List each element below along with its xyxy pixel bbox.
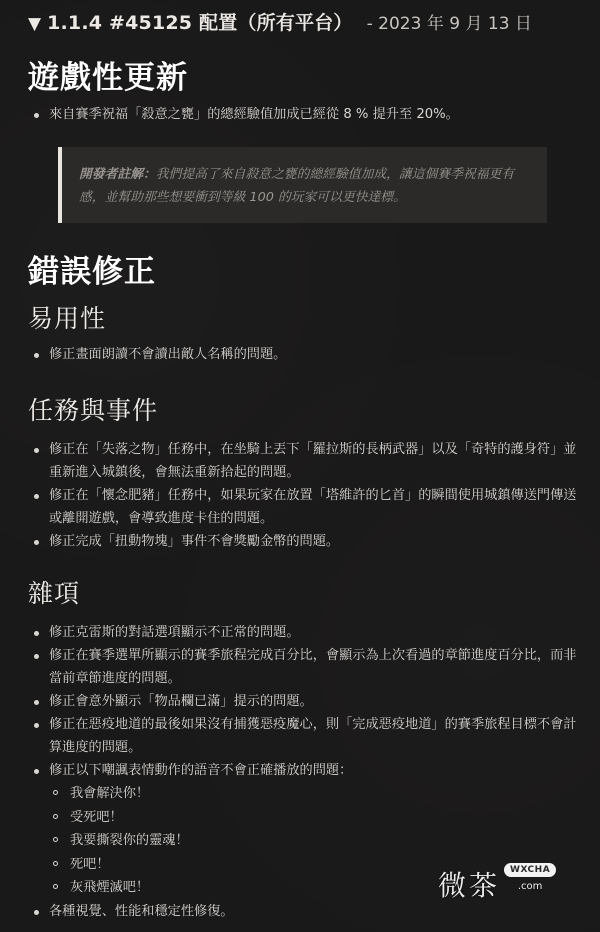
emote-voice-fix-text: 修正以下嘲諷表情動作的語音不會正確播放的問題： bbox=[49, 763, 353, 778]
gameplay-updates-list bbox=[28, 103, 583, 126]
emote-line: 灰飛煙滅吧！ bbox=[49, 876, 583, 900]
watermark-badge bbox=[504, 863, 556, 892]
release-date: - 2023 年 9 月 13 日 bbox=[366, 14, 532, 34]
list-item: 修正畫面朗讀不會讀出敵人名稱的問題。 bbox=[28, 343, 583, 366]
heading-quests-events: 任務與事件 bbox=[28, 396, 159, 425]
heading-bug-fixes: 錯誤修正 bbox=[28, 254, 156, 290]
watermark-domain: .com bbox=[517, 880, 543, 892]
usability-list bbox=[28, 343, 583, 366]
list-item: 修正會意外顯示「物品欄已滿」提示的問題。 bbox=[28, 690, 583, 713]
list-item: 修正在「失落之物」任務中，在坐騎上丟下「羅拉斯的長柄武器」以及「奇特的護身符」並重新進入城鎮後，會無法重新拾起的問題。 bbox=[28, 438, 583, 484]
developer-note bbox=[58, 147, 547, 223]
triangle-down-icon[interactable]: ▼ bbox=[28, 14, 42, 34]
emote-line: 受死吧！ bbox=[49, 806, 583, 830]
list-item: 修正完成「扭動物塊」事件不會獎勵金幣的問題。 bbox=[28, 530, 583, 553]
heading-usability: 易用性 bbox=[28, 304, 107, 333]
heading-miscellaneous: 雜項 bbox=[28, 579, 81, 608]
list-item: 各種視覺、性能和穩定性修復。 bbox=[28, 900, 583, 923]
developer-note-label: 開發者註解： bbox=[79, 167, 156, 182]
release-header-toggle[interactable] bbox=[28, 8, 532, 35]
emote-line: 我要撕裂你的靈魂！ bbox=[49, 829, 583, 853]
list-item: 修正在惡疫地道的最後如果沒有捕獲惡疫魔心，則「完成惡疫地道」的賽季旅程目標不會計算進度的問題。 bbox=[28, 713, 583, 759]
emote-line: 我會解決你！ bbox=[49, 782, 583, 806]
list-item: 來自賽季祝福「殺意之甕」的總經驗值加成已經從 8 % 提升至 20%。 bbox=[28, 103, 583, 126]
heading-gameplay-updates: 遊戲性更新 bbox=[28, 60, 188, 96]
quests-events-list bbox=[28, 438, 583, 553]
emote-line: 死吧！ bbox=[49, 853, 583, 877]
developer-note-text: 我們提高了來自殺意之甕的總經驗值加成，讓這個賽季祝福更有感，並幫助那些想要衝到等級 100 的玩家可以更快達標。 bbox=[79, 167, 515, 205]
list-item: 修正在賽季選單所顯示的賽季旅程完成百分比，會顯示為上次看過的章節進度百分比，而非當前章節進度的問題。 bbox=[28, 644, 583, 690]
watermark-tag: WXCHA bbox=[504, 863, 556, 877]
watermark-logo-text: 微茶 bbox=[438, 869, 501, 902]
list-item: 修正克雷斯的對話選項顯示不正常的問題。 bbox=[28, 621, 583, 644]
site-watermark bbox=[438, 864, 556, 904]
release-title: 1.1.4 #45125 配置（所有平台） bbox=[47, 12, 353, 34]
list-item: 修正在「懷念肥豬」任務中，如果玩家在放置「塔維許的匕首」的瞬間使用城鎮傳送門傳送或離開遊戲，會導致進度卡住的問題。 bbox=[28, 484, 583, 530]
